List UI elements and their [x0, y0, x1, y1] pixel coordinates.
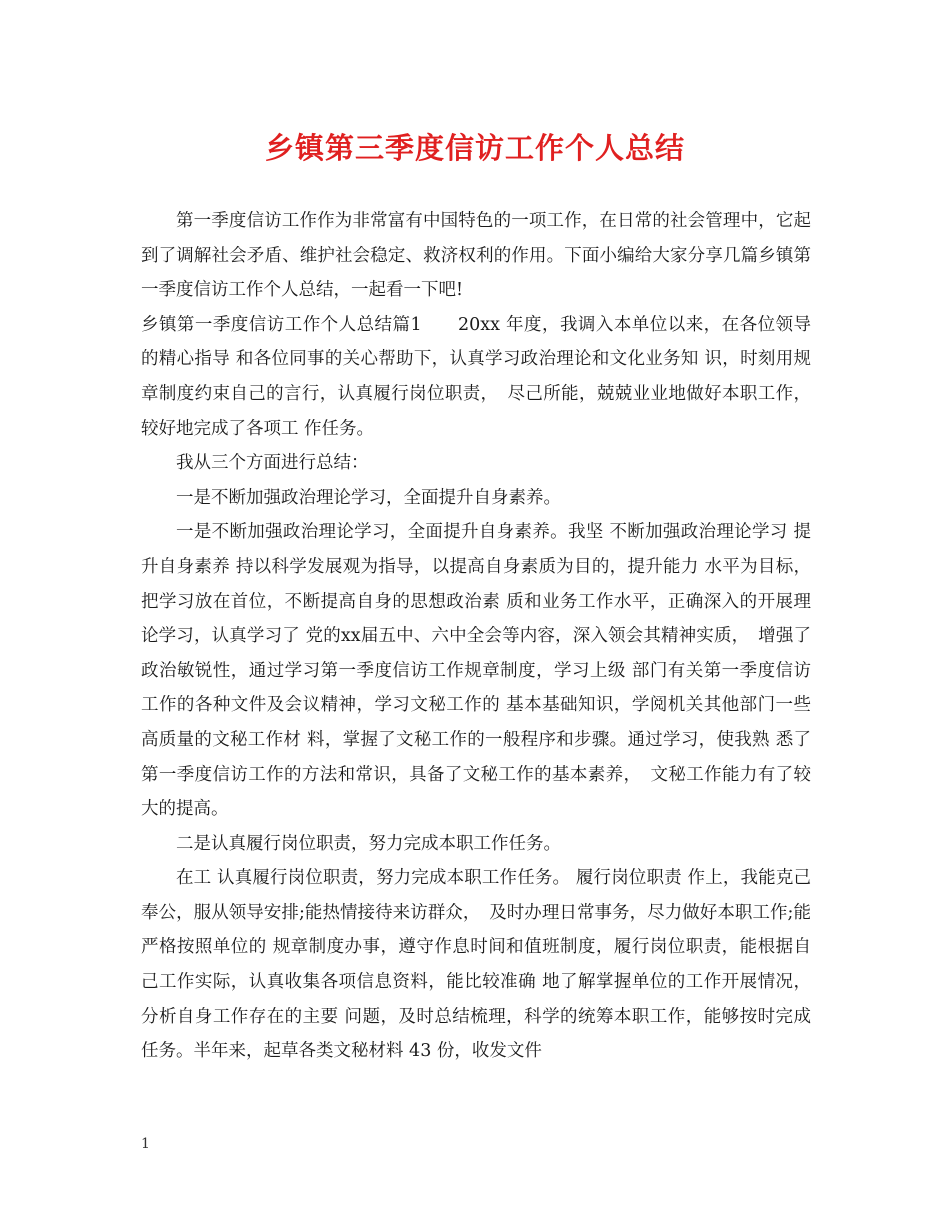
document-body	[141, 204, 811, 1069]
document-title: 乡镇第三季度信访工作个人总结	[264, 131, 685, 165]
summary-lead-paragraph: 我从三个方面进行总结：	[176, 453, 369, 474]
page-number: 1	[141, 1136, 150, 1152]
intro-paragraph: 第一季度信访工作作为非常富有中国特色的一项工作，在日常的社会管理中，它起到了调解社会矛盾、维护社会稳定、救济权利的作用。下面小编给大家分享几篇乡镇第一季度信访工作个人总结，一起看一下吧!	[141, 211, 811, 301]
section-1-paragraph: 乡镇第一季度信访工作个人总结篇1 20xx 年度，我调入本单位以来，在各位领导的精心指导 和各位同事的关心帮助下，认真学习政治理论和文化业务知 识，时刻用规章制度约束自己的言行，认真履行岗位职责， 尽己所能，兢兢业业地做好本职工作，较好地完成了各项工 作任务。	[141, 314, 811, 439]
point-2-paragraph: 在工 认真履行岗位职责，努力完成本职工作任务。 履行岗位职责 作上，我能克己奉公，服从领导安排;能热情接待来访群众， 及时办理日常事务，尽力做好本职工作;能严格按照单位的 规章制度办事，遵守作息时间和值班制度，履行岗位职责，能根据自己工作实际，认真收集各项信息资料，能比较准确 地了解掌握单位的工作开展情况，分析自身工作存在的主要 问题，及时总结梳理，科学的统筹本职工作，能够按时完成 任务。半年来，起草各类文秘材料 43 份，收发文件	[141, 868, 811, 1062]
point-1-heading: 一是不断加强政治理论学习，全面提升自身素养。	[176, 487, 561, 508]
point-2-heading: 二是认真履行岗位职责，努力完成本职工作任务。	[176, 833, 561, 854]
point-1-paragraph: 一是不断加强政治理论学习，全面提升自身素养。我坚 不断加强政治理论学习 提升自身素养 持以科学发展观为指导，以提高自身素质为目的，提升能力 水平为目标，把学习放在首位，不断提高自身的思想政治素 质和业务工作水平，正确深入的开展理论学习，认真学习了 党的xx届五中、六中全会等内容，深入领会其精神实质， 增强了政治敏锐性，通过学习第一季度信访工作规章制度，学习上级 部门有关第一季度信访工作的各种文件及会议精神，学习文秘工作的 基本基础知识，学阅机关其他部门一些高质量的文秘工作材 料，掌握了文秘工作的一般程序和步骤。通过学习，使我熟 悉了第一季度信访工作的方法和常识，具备了文秘工作的基本素养， 文秘工作能力有了较大的提高。	[141, 522, 811, 820]
